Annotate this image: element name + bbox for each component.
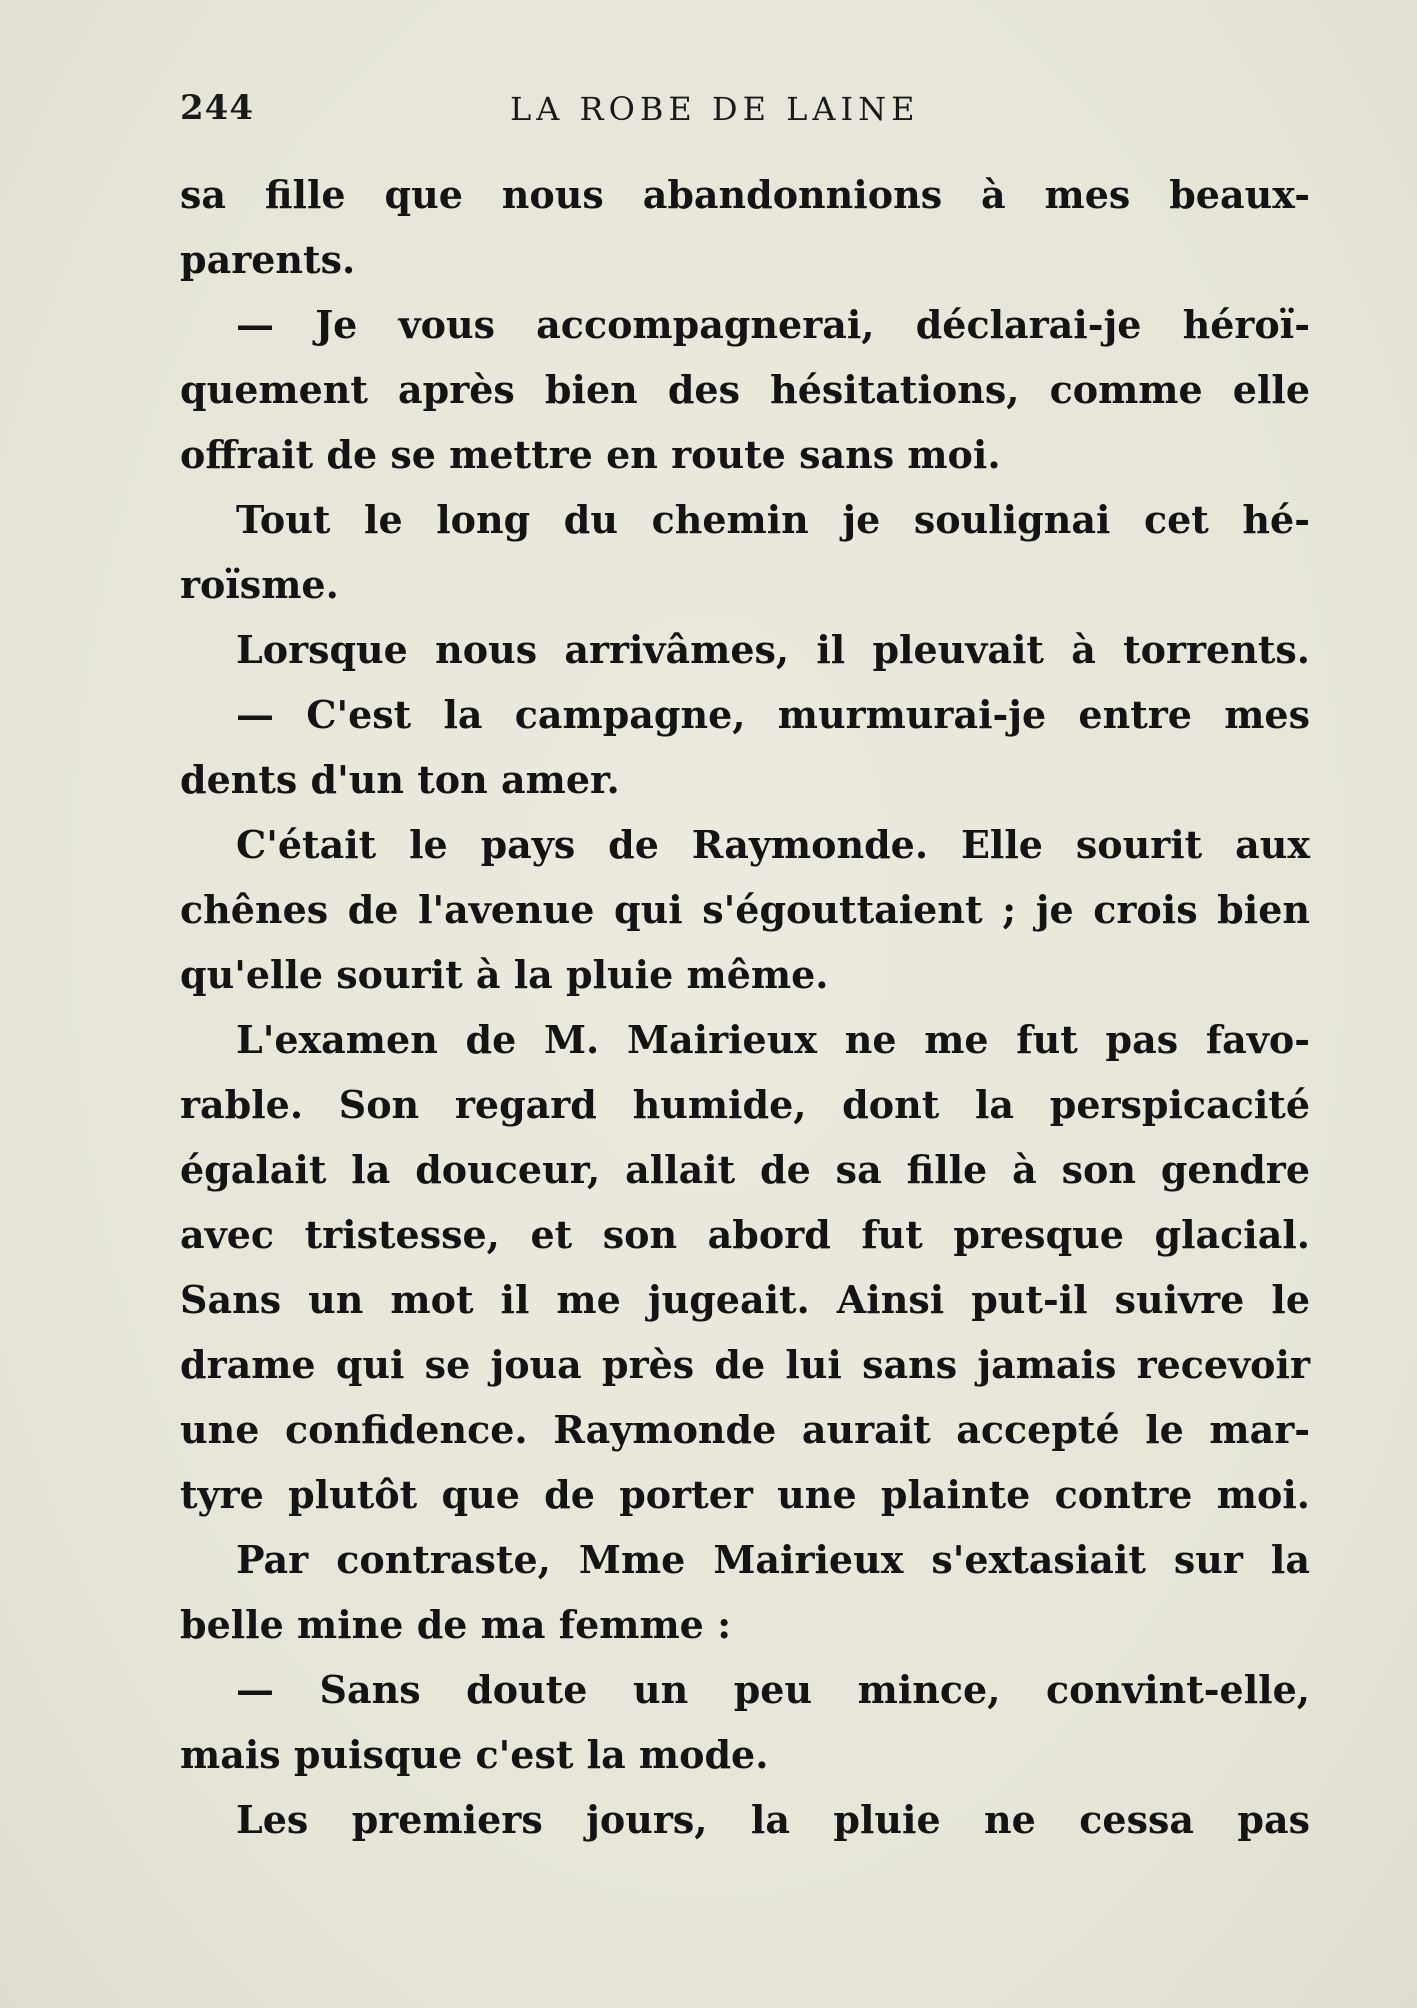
text-line: Par contraste, Mme Mairieux s'extasiait sur la xyxy=(236,1537,1310,1582)
text-line: — Sans doute un peu mince, convint-elle, xyxy=(236,1667,1310,1712)
text-line: dents d'un ton amer. xyxy=(180,757,620,802)
text-line: roïsme. xyxy=(180,562,339,607)
text-line: drame qui se joua près de lui sans jamais recevoir xyxy=(180,1342,1310,1387)
text-line: sa fille que nous abandonnions à mes beaux- xyxy=(180,172,1310,217)
body-text xyxy=(180,162,1310,1852)
text-line: Sans un mot il me jugeait. Ainsi put-il suivre le xyxy=(180,1277,1310,1322)
page-header xyxy=(180,88,1310,138)
text-line: L'examen de M. Mairieux ne me fut pas favo- xyxy=(236,1017,1310,1062)
text-line: — C'est la campagne, murmurai-je entre mes xyxy=(236,692,1310,737)
text-line: C'était le pays de Raymonde. Elle sourit aux xyxy=(236,822,1310,867)
text-line: quement après bien des hésitations, comme elle xyxy=(180,367,1310,412)
text-line: une confidence. Raymonde aurait accepté le mar- xyxy=(180,1407,1310,1452)
text-line: rable. Son regard humide, dont la perspicacité xyxy=(180,1082,1310,1127)
running-title: LA ROBE DE LAINE xyxy=(510,90,920,128)
text-line: Tout le long du chemin je soulignai cet hé- xyxy=(236,497,1310,542)
text-line: mais puisque c'est la mode. xyxy=(180,1732,769,1777)
text-line: tyre plutôt que de porter une plainte contre moi. xyxy=(180,1472,1310,1517)
page-number: 244 xyxy=(180,88,254,128)
text-line: Les premiers jours, la pluie ne cessa pas xyxy=(236,1797,1310,1842)
text-line: chênes de l'avenue qui s'égouttaient ; je crois bien xyxy=(180,887,1310,932)
text-line: offrait de se mettre en route sans moi. xyxy=(180,432,1001,477)
text-line: Lorsque nous arrivâmes, il pleuvait à torrents. xyxy=(236,627,1310,672)
text-line: qu'elle sourit à la pluie même. xyxy=(180,952,829,997)
text-line: belle mine de ma femme : xyxy=(180,1602,732,1647)
text-line: parents. xyxy=(180,237,356,282)
text-line: — Je vous accompagnerai, déclarai-je héroï- xyxy=(236,302,1310,347)
text-line: avec tristesse, et son abord fut presque glacial. xyxy=(180,1212,1310,1257)
text-line: égalait la douceur, allait de sa fille à son gendre xyxy=(180,1147,1310,1192)
